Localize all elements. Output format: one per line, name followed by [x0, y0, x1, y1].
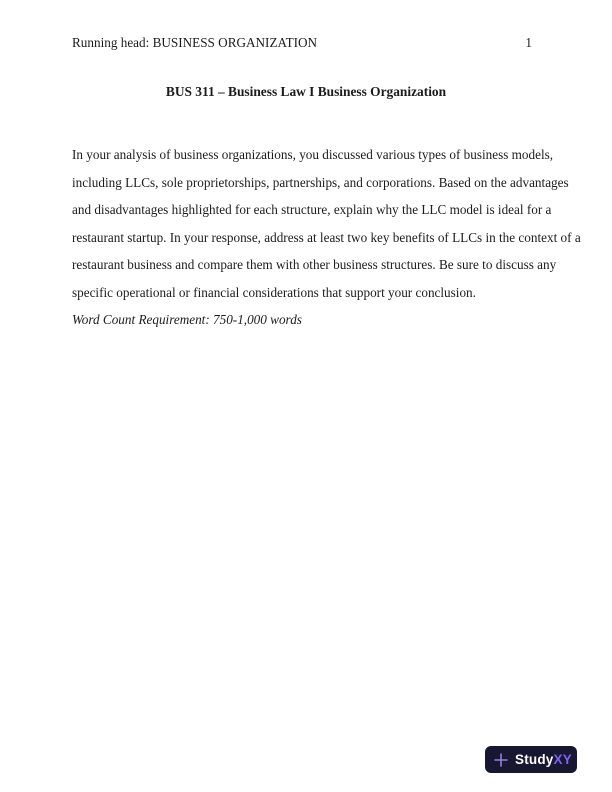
paragraph-line: specific operational or financial considerations that support your conclusion.: [72, 284, 476, 300]
document-title: BUS 311 – Business Law I Business Organization: [165, 84, 447, 99]
logo-text-study: Study: [515, 752, 554, 767]
plus-icon: [494, 753, 508, 767]
word-count-note: Word Count Requirement: 750-1,000 words: [72, 312, 302, 328]
logo-wordmark: [515, 752, 572, 767]
studyxy-logo: [485, 746, 577, 773]
paragraph-line: In your analysis of business organizations, you discussed various types of business models,: [72, 147, 554, 162]
paragraph-line: restaurant business and compare them with other business structures. Be sure to discuss any: [72, 257, 557, 273]
paragraph-line: including LLCs, sole proprietorships, partnerships, and corporations. Based on the advantages: [72, 174, 569, 190]
assignment-paragraph: [72, 141, 581, 334]
paragraph-line: and disadvantages highlighted for each structure, explain why the LLC model is ideal for a: [72, 202, 552, 218]
paragraph-line: restaurant startup. In your response, address at least two key benefits of LLCs in the context of a: [72, 229, 581, 245]
page-header: [72, 35, 532, 50]
logo-text-xy: XY: [553, 752, 572, 767]
running-head: Running head: BUSINESS ORGANIZATION: [72, 35, 318, 50]
page-number: 1: [525, 35, 532, 50]
